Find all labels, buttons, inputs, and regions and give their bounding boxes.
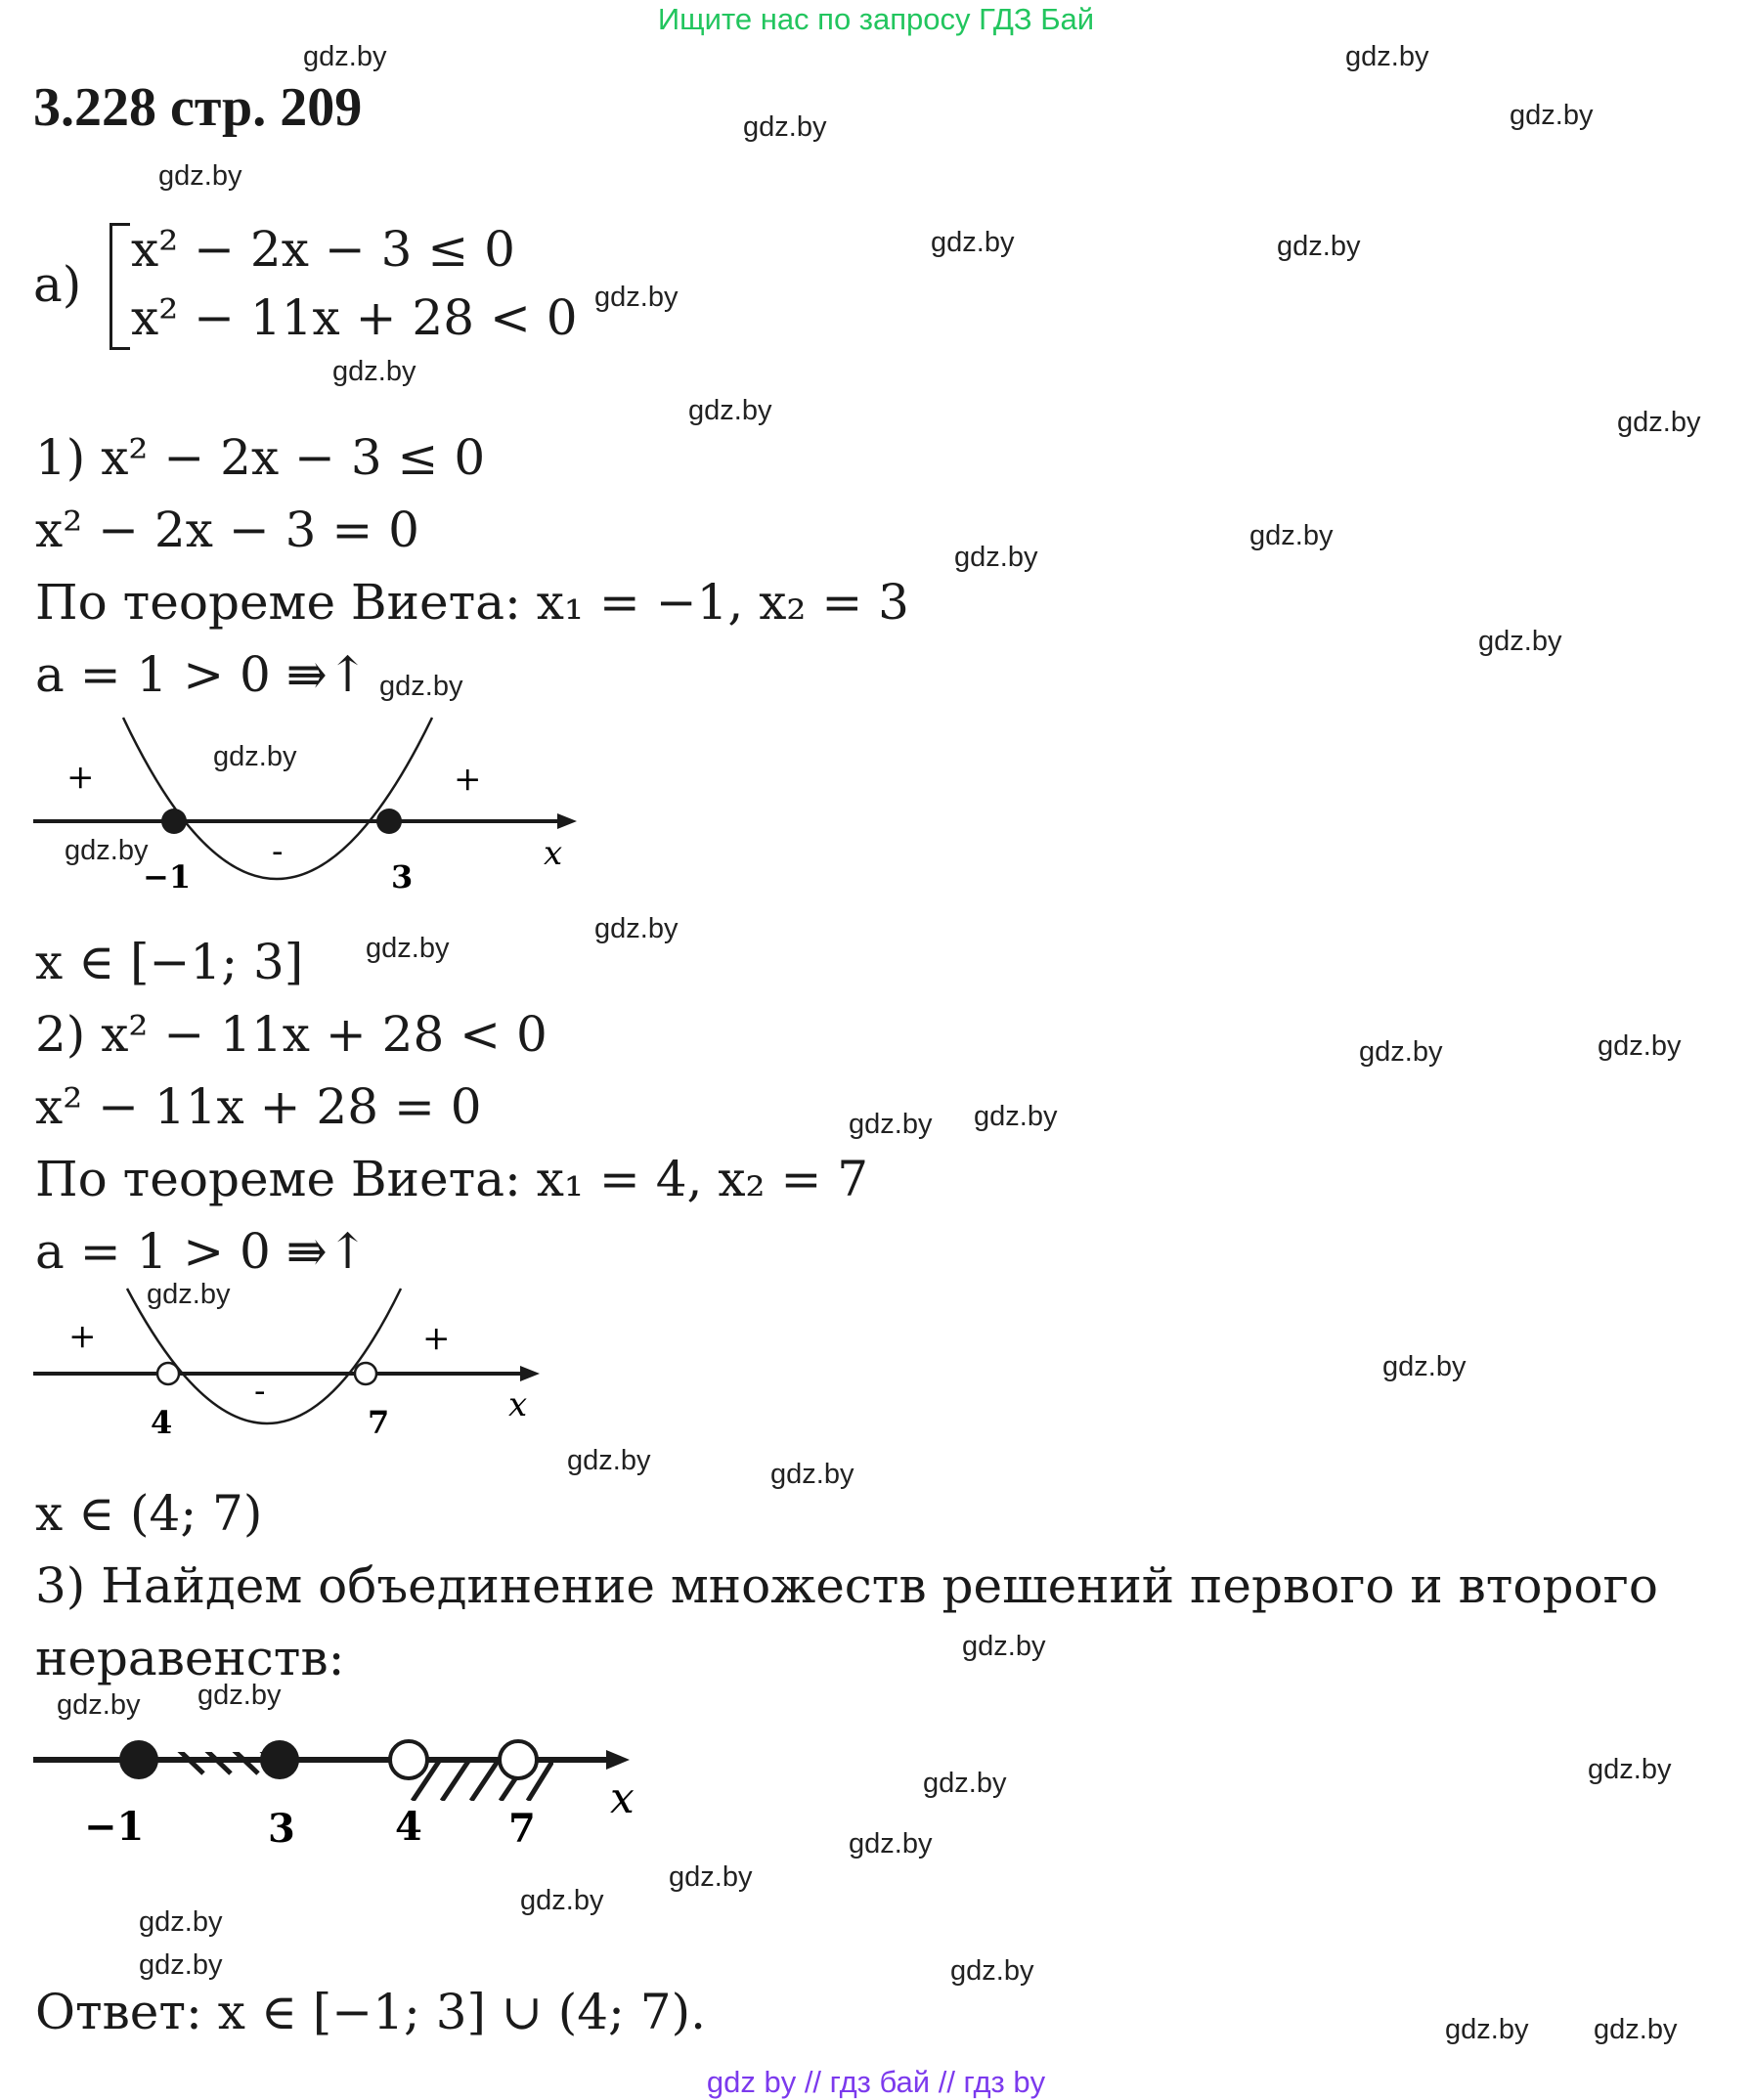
- watermark: gdz.by: [1510, 100, 1594, 131]
- watermark: gdz.by: [139, 1906, 223, 1938]
- part1-number-line: [29, 704, 596, 909]
- part2-equation: x² − 11x + 28 = 0: [35, 1078, 482, 1135]
- answer: Ответ: x ∈ [−1; 3] ∪ (4; 7).: [35, 1984, 707, 2040]
- part3-tick-1: −1: [84, 1804, 145, 1850]
- part2-plus-left: +: [68, 1317, 97, 1356]
- system-inequality-2: x² − 11x + 28 < 0: [131, 289, 578, 346]
- watermark: gdz.by: [962, 1631, 1046, 1662]
- watermark: gdz.by: [770, 1459, 854, 1490]
- part3-tick-3: 4: [395, 1804, 422, 1850]
- part3-heading: 3) Найдем объединение множеств решений первого и второго: [35, 1557, 1658, 1614]
- watermark: gdz.by: [849, 1828, 933, 1859]
- watermark: gdz.by: [923, 1768, 1007, 1799]
- watermark: gdz.by: [158, 160, 242, 192]
- part1-tick-1: −1: [143, 858, 192, 896]
- watermark: gdz.by: [1359, 1036, 1443, 1068]
- part1-result: x ∈ [−1; 3]: [35, 934, 304, 990]
- part3-tick-4: 7: [508, 1806, 536, 1852]
- part3-tick-2: 3: [268, 1806, 295, 1852]
- watermark: gdz.by: [1345, 41, 1429, 72]
- part1-leading-coef: a = 1 > 0 ⇛↑: [35, 646, 369, 703]
- watermark: gdz.by: [147, 1279, 231, 1310]
- watermark: gdz.by: [567, 1445, 651, 1476]
- part3-number-line: [29, 1717, 655, 1883]
- watermark: gdz.by: [688, 395, 772, 426]
- part3-axis-label: x: [610, 1773, 635, 1823]
- part2-axis-label: x: [508, 1385, 528, 1424]
- part1-axis-label: x: [544, 834, 563, 873]
- part1-equation: x² − 2x − 3 = 0: [35, 502, 419, 558]
- part1-plus-right: +: [454, 760, 482, 799]
- watermark: gdz.by: [303, 41, 387, 72]
- watermark: gdz.by: [213, 741, 297, 772]
- watermark: gdz.by: [931, 227, 1015, 258]
- part2-result: x ∈ (4; 7): [35, 1485, 263, 1542]
- system-bracket: [110, 223, 130, 350]
- system-inequality-1: x² − 2x − 3 ≤ 0: [131, 221, 515, 278]
- watermark: gdz.by: [332, 356, 416, 387]
- watermark: gdz.by: [1617, 407, 1701, 438]
- part1-plus-left: +: [66, 758, 95, 797]
- watermark: gdz.by: [669, 1861, 753, 1893]
- watermark: gdz.by: [1382, 1351, 1467, 1382]
- footer-links[interactable]: gdz by // гдз бай // гдз by: [706, 2065, 1046, 2099]
- watermark: gdz.by: [594, 913, 679, 944]
- part2-vieta: По теореме Виета: x₁ = 4, x₂ = 7: [35, 1151, 869, 1207]
- watermark: gdz.by: [1594, 2014, 1678, 2045]
- watermark: gdz.by: [594, 282, 679, 313]
- part1-vieta: По теореме Виета: x₁ = −1, x₂ = 3: [35, 574, 909, 631]
- part2-leading-coef: a = 1 > 0 ⇛↑: [35, 1223, 369, 1280]
- watermark: gdz.by: [379, 671, 463, 702]
- watermark: gdz.by: [1277, 231, 1361, 262]
- part1-minus: -: [272, 832, 284, 871]
- part2-minus: -: [254, 1372, 266, 1411]
- watermark: gdz.by: [197, 1680, 282, 1711]
- part2-tick-2: 7: [368, 1404, 390, 1441]
- part2-tick-1: 4: [151, 1404, 173, 1441]
- part2-number-line: [29, 1281, 557, 1466]
- part2-inequality: 2) x² − 11x + 28 < 0: [35, 1006, 548, 1063]
- watermark: gdz.by: [1478, 626, 1562, 657]
- task-title: 3.228 стр. 209: [33, 77, 363, 138]
- watermark: gdz.by: [139, 1949, 223, 1981]
- watermark: gdz.by: [1598, 1030, 1682, 1062]
- part1-inequality: 1) x² − 2x − 3 ≤ 0: [35, 429, 486, 486]
- watermark: gdz.by: [520, 1885, 604, 1916]
- watermark: gdz.by: [1588, 1754, 1672, 1785]
- watermark: gdz.by: [57, 1689, 141, 1721]
- watermark: gdz.by: [954, 542, 1038, 573]
- part2-plus-right: +: [422, 1319, 451, 1358]
- watermark: gdz.by: [974, 1101, 1058, 1132]
- watermark: gdz.by: [743, 111, 827, 143]
- watermark: gdz.by: [849, 1109, 933, 1140]
- watermark: gdz.by: [950, 1955, 1034, 1987]
- watermark: gdz.by: [1445, 2014, 1529, 2045]
- part1-tick-2: 3: [391, 858, 414, 896]
- system-label: а): [33, 256, 82, 313]
- top-banner[interactable]: Ищите нас по запросу ГДЗ Бай: [657, 2, 1095, 36]
- watermark: gdz.by: [65, 835, 149, 866]
- watermark: gdz.by: [1249, 520, 1334, 551]
- part3-heading-cont: неравенств:: [35, 1630, 345, 1686]
- watermark: gdz.by: [366, 933, 450, 964]
